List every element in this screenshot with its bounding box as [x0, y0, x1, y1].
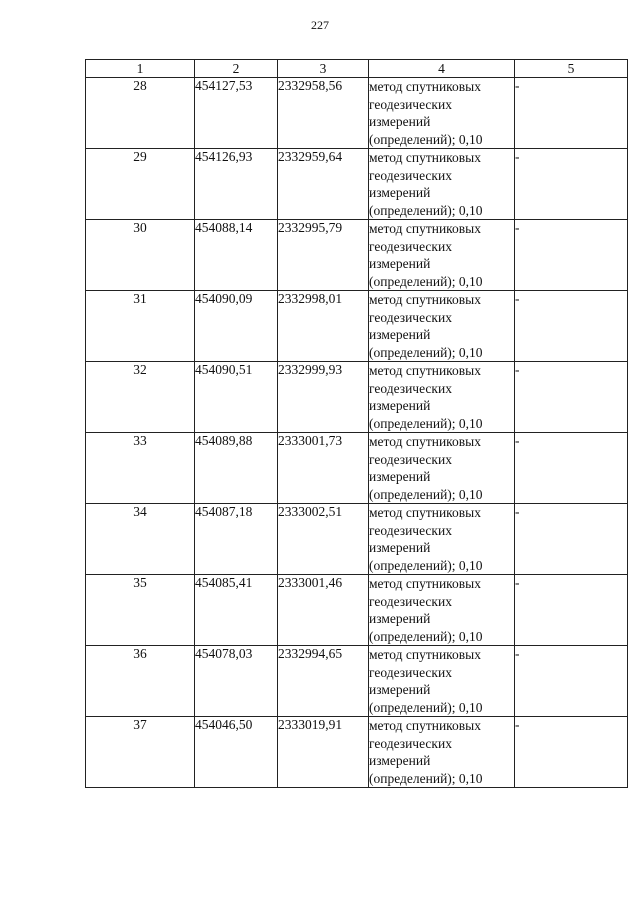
- point-number-cell: 36: [86, 646, 195, 717]
- page-number: 227: [311, 18, 329, 32]
- note-cell: -: [515, 433, 628, 504]
- y-coordinate-cell: 2333001,46: [278, 575, 369, 646]
- table-row: [86, 362, 628, 433]
- header-col-4: 4: [369, 60, 515, 78]
- x-coordinate-cell: 454088,14: [195, 220, 278, 291]
- x-coordinate-cell: 454087,18: [195, 504, 278, 575]
- x-coordinate-cell: 454046,50: [195, 717, 278, 788]
- header-col-2: 2: [195, 60, 278, 78]
- point-number-cell: 29: [86, 149, 195, 220]
- point-number-cell: 28: [86, 78, 195, 149]
- point-number-cell: 32: [86, 362, 195, 433]
- y-coordinate-cell: 2332994,65: [278, 646, 369, 717]
- method-cell: метод спутниковых геодезических измерений (определений); 0,10: [369, 717, 515, 788]
- table-header-row: [86, 60, 628, 78]
- point-number-cell: 37: [86, 717, 195, 788]
- note-cell: -: [515, 575, 628, 646]
- y-coordinate-cell: 2332958,56: [278, 78, 369, 149]
- method-cell: метод спутниковых геодезических измерений (определений); 0,10: [369, 504, 515, 575]
- x-coordinate-cell: 454090,51: [195, 362, 278, 433]
- x-coordinate-cell: 454078,03: [195, 646, 278, 717]
- y-coordinate-cell: 2332998,01: [278, 291, 369, 362]
- note-cell: -: [515, 149, 628, 220]
- x-coordinate-cell: 454090,09: [195, 291, 278, 362]
- point-number-cell: 33: [86, 433, 195, 504]
- point-number-cell: 35: [86, 575, 195, 646]
- note-cell: -: [515, 220, 628, 291]
- method-cell: метод спутниковых геодезических измерений (определений); 0,10: [369, 433, 515, 504]
- method-cell: метод спутниковых геодезических измерений (определений); 0,10: [369, 220, 515, 291]
- method-cell: метод спутниковых геодезических измерений (определений); 0,10: [369, 362, 515, 433]
- y-coordinate-cell: 2333019,91: [278, 717, 369, 788]
- method-cell: метод спутниковых геодезических измерений (определений); 0,10: [369, 149, 515, 220]
- note-cell: -: [515, 646, 628, 717]
- table-row: [86, 717, 628, 788]
- x-coordinate-cell: 454126,93: [195, 149, 278, 220]
- point-number-cell: 31: [86, 291, 195, 362]
- x-coordinate-cell: 454085,41: [195, 575, 278, 646]
- table-row: [86, 291, 628, 362]
- y-coordinate-cell: 2332959,64: [278, 149, 369, 220]
- y-coordinate-cell: 2332999,93: [278, 362, 369, 433]
- header-col-1: 1: [86, 60, 195, 78]
- note-cell: -: [515, 717, 628, 788]
- note-cell: -: [515, 291, 628, 362]
- table-row: [86, 504, 628, 575]
- table-row: [86, 575, 628, 646]
- method-cell: метод спутниковых геодезических измерений (определений); 0,10: [369, 575, 515, 646]
- table-row: [86, 220, 628, 291]
- point-number-cell: 30: [86, 220, 195, 291]
- table-row: [86, 78, 628, 149]
- table-row: [86, 646, 628, 717]
- method-cell: метод спутниковых геодезических измерений (определений); 0,10: [369, 78, 515, 149]
- method-cell: метод спутниковых геодезических измерений (определений); 0,10: [369, 646, 515, 717]
- method-cell: метод спутниковых геодезических измерений (определений); 0,10: [369, 291, 515, 362]
- x-coordinate-cell: 454089,88: [195, 433, 278, 504]
- y-coordinate-cell: 2332995,79: [278, 220, 369, 291]
- point-number-cell: 34: [86, 504, 195, 575]
- header-col-3: 3: [278, 60, 369, 78]
- y-coordinate-cell: 2333002,51: [278, 504, 369, 575]
- coordinates-table: [85, 59, 628, 788]
- table-row: [86, 149, 628, 220]
- note-cell: -: [515, 78, 628, 149]
- note-cell: -: [515, 504, 628, 575]
- table-row: [86, 433, 628, 504]
- x-coordinate-cell: 454127,53: [195, 78, 278, 149]
- header-col-5: 5: [515, 60, 628, 78]
- y-coordinate-cell: 2333001,73: [278, 433, 369, 504]
- note-cell: -: [515, 362, 628, 433]
